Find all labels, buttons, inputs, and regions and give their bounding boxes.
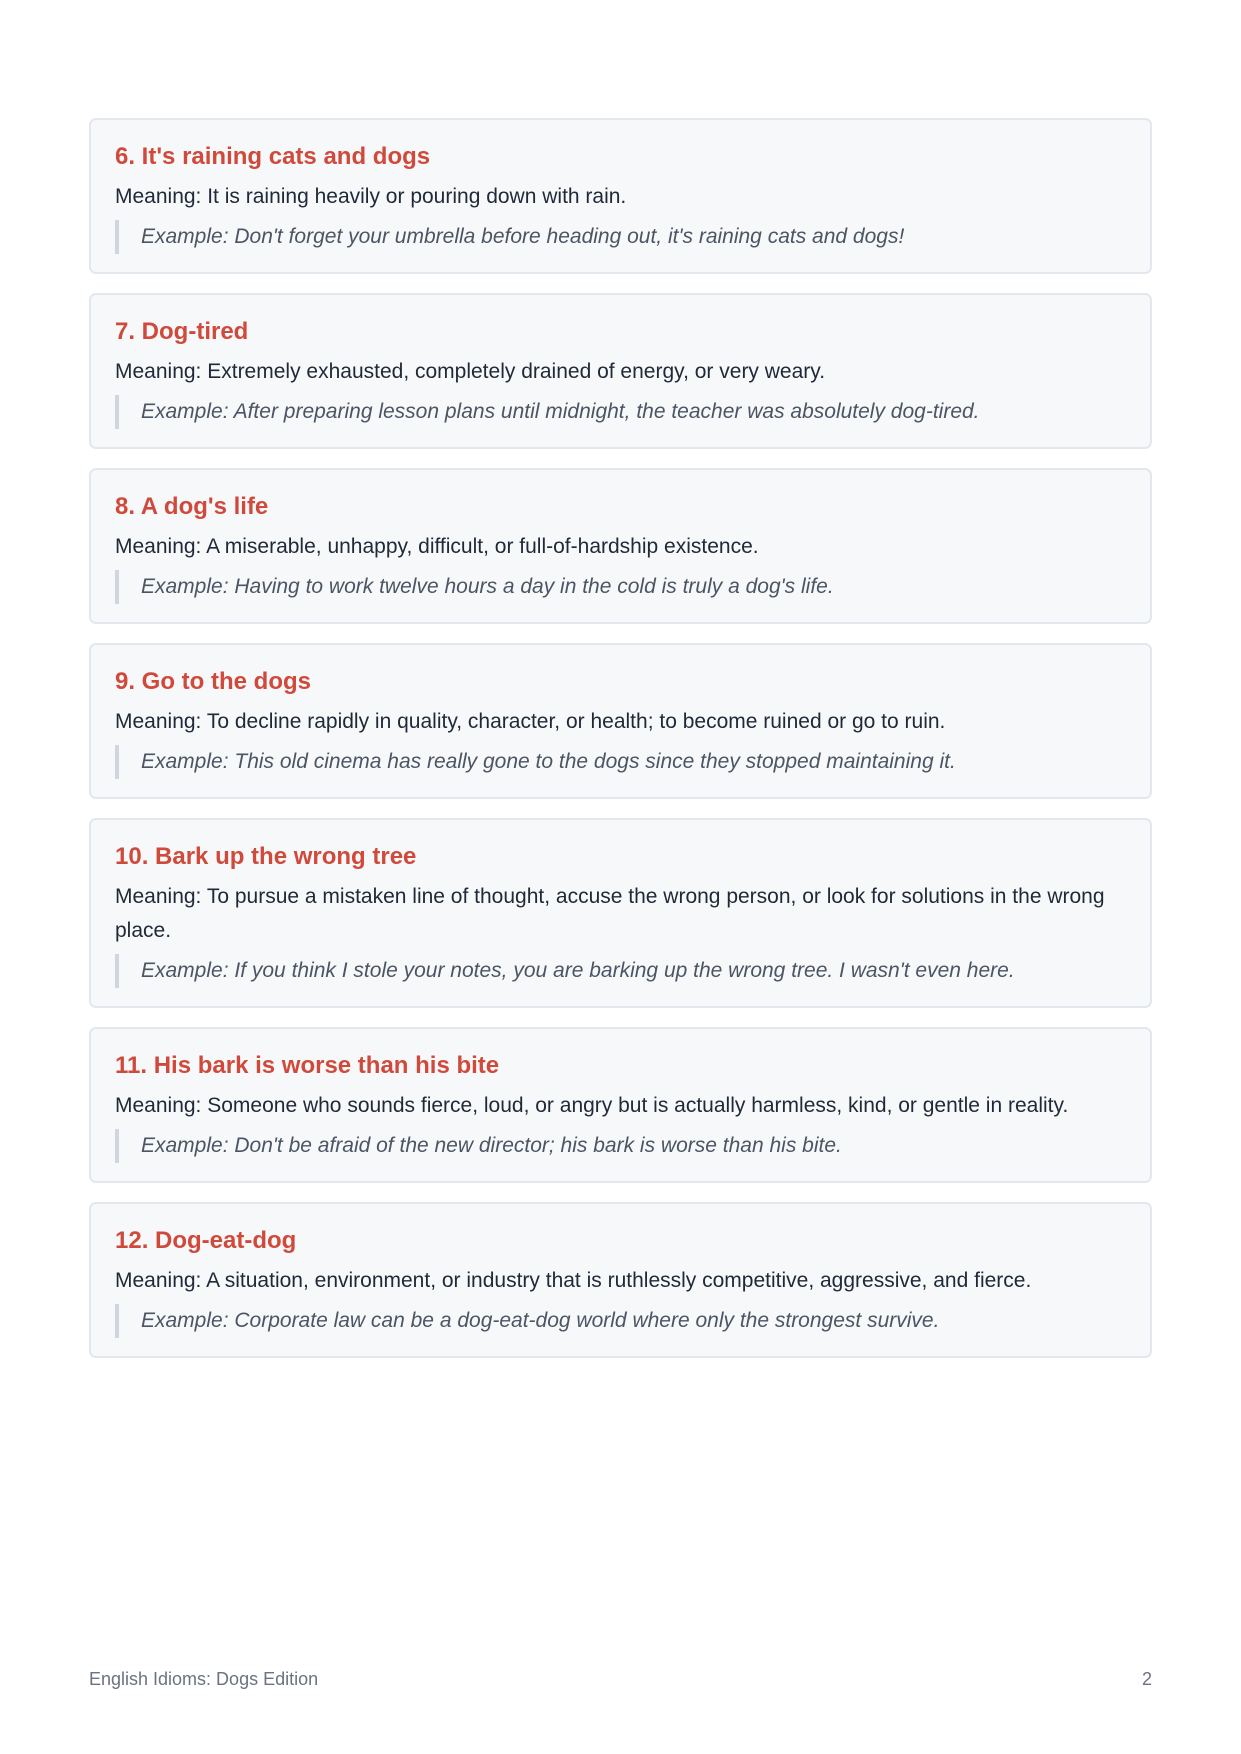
idiom-card xyxy=(89,468,1152,624)
idiom-meaning: Meaning: Extremely exhausted, completely drained of energy, or very weary. xyxy=(115,360,826,383)
idiom-example: Example: Don't forget your umbrella before heading out, it's raining cats and dogs! xyxy=(115,220,1126,254)
idiom-meaning: Meaning: It is raining heavily or pouring down with rain. xyxy=(115,185,627,208)
idiom-title: 7. Dog-tired xyxy=(115,318,249,345)
idiom-card xyxy=(89,293,1152,449)
idiom-title: 9. Go to the dogs xyxy=(115,668,311,695)
idiom-title: 10. Bark up the wrong tree xyxy=(115,843,417,870)
idiom-title: 11. His bark is worse than his bite xyxy=(115,1052,500,1079)
idiom-card xyxy=(89,818,1152,1008)
idiom-card xyxy=(89,643,1152,799)
idiom-example: Example: After preparing lesson plans until midnight, the teacher was absolutely dog-tired. xyxy=(115,395,1126,429)
idiom-card xyxy=(89,118,1152,274)
idiom-title: 6. It's raining cats and dogs xyxy=(115,143,431,170)
idiom-example: Example: If you think I stole your notes, you are barking up the wrong tree. I wasn't even here. xyxy=(115,954,1126,988)
idiom-meaning: Meaning: To decline rapidly in quality, character, or health; to become ruined or go to ruin. xyxy=(115,710,946,733)
page-number: 2 xyxy=(1141,1669,1152,1689)
idiom-meaning: Meaning: A situation, environment, or industry that is ruthlessly competitive, aggressive, and fierce. xyxy=(115,1269,1032,1292)
idiom-title: 8. A dog's life xyxy=(115,493,269,520)
idiom-title: 12. Dog-eat-dog xyxy=(115,1227,297,1254)
page-footer xyxy=(89,1669,1152,1690)
idiom-example: Example: Don't be afraid of the new director; his bark is worse than his bite. xyxy=(115,1129,1126,1163)
idiom-card xyxy=(89,1027,1152,1183)
idiom-meaning: Meaning: Someone who sounds fierce, loud, or angry but is actually harmless, kind, or gentle in reality. xyxy=(115,1094,1069,1117)
idiom-example: Example: Having to work twelve hours a day in the cold is truly a dog's life. xyxy=(115,570,1126,604)
idiom-card xyxy=(89,1202,1152,1358)
idiom-list xyxy=(89,118,1152,1377)
idiom-example: Example: Corporate law can be a dog-eat-dog world where only the strongest survive. xyxy=(115,1304,1126,1338)
idiom-meaning: Meaning: To pursue a mistaken line of thought, accuse the wrong person, or look for solutions in the wrong place. xyxy=(115,885,1105,942)
idiom-example: Example: This old cinema has really gone to the dogs since they stopped maintaining it. xyxy=(115,745,1126,779)
footer-document-title: English Idioms: Dogs Edition xyxy=(89,1669,319,1689)
idiom-meaning: Meaning: A miserable, unhappy, difficult, or full-of-hardship existence. xyxy=(115,535,759,558)
